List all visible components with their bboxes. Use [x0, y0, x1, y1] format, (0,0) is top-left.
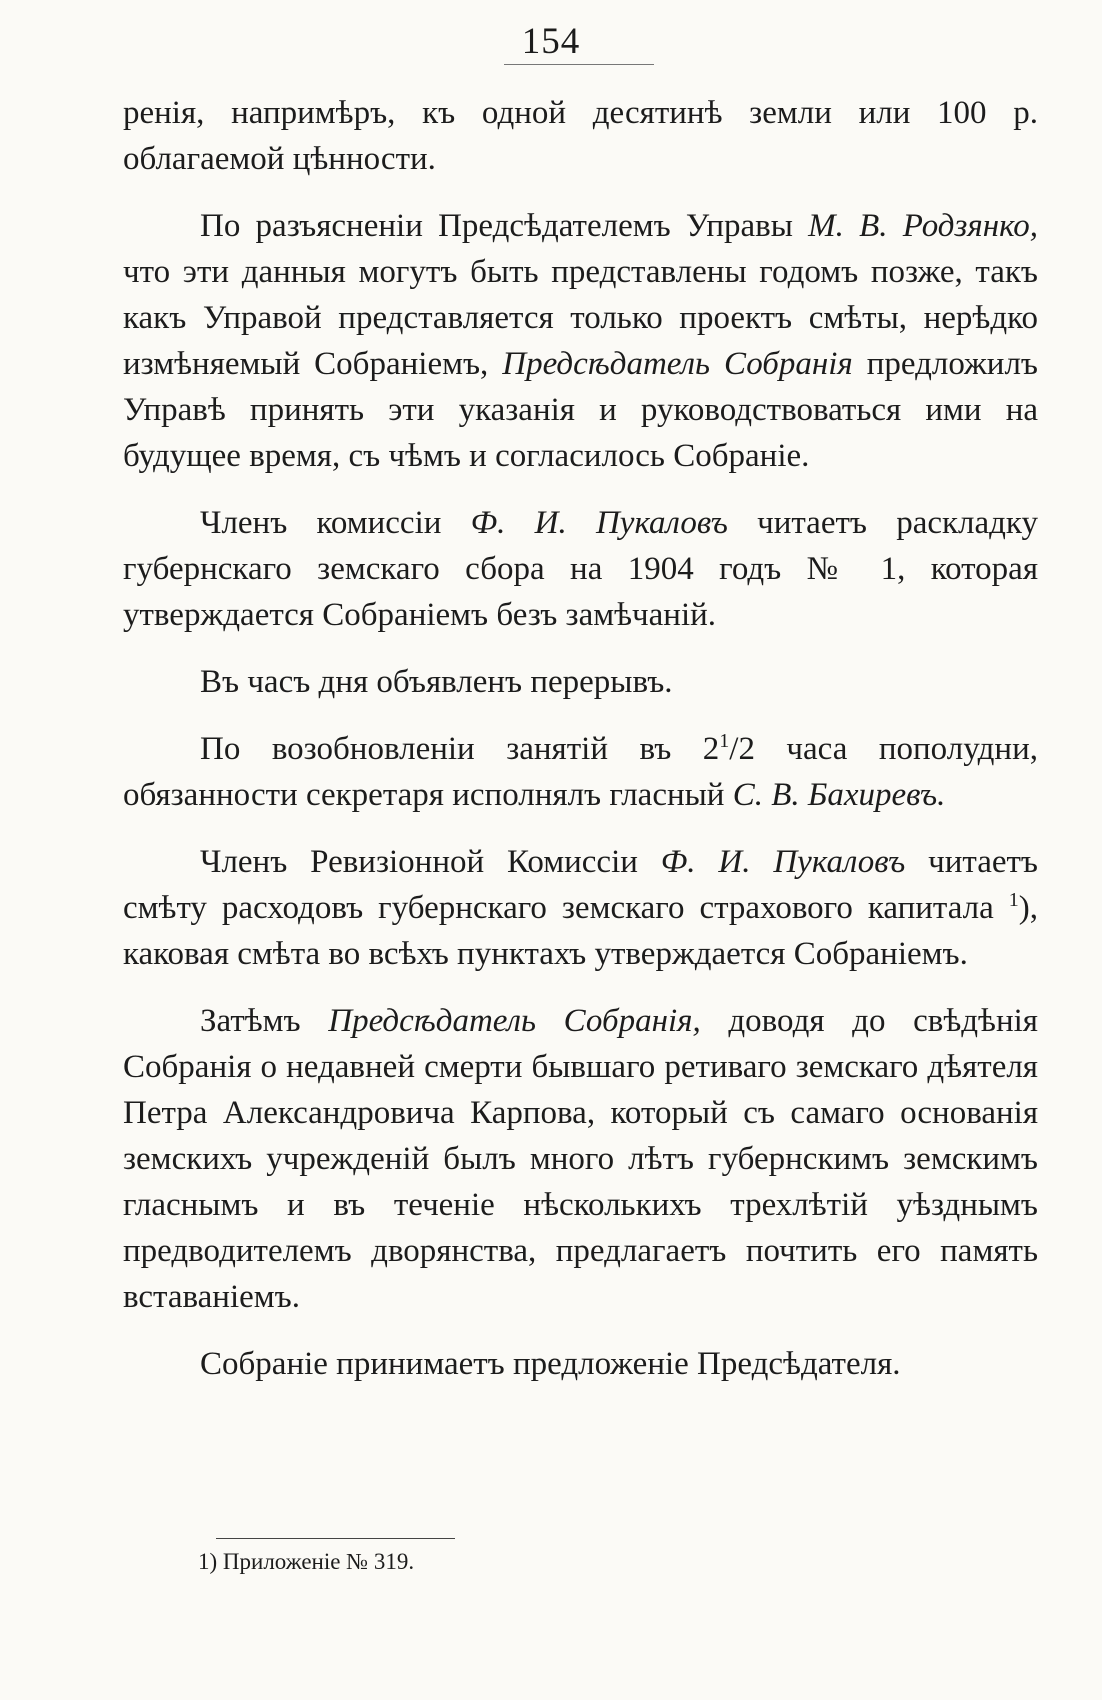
text-run: /2 часа пополудни, обязанности секретаря исполнялъ гласный [123, 731, 1038, 813]
paragraph [123, 998, 1038, 1320]
superscript: 1 [719, 730, 730, 752]
text-run: доводя до свѣдѣнія Собранія о недавней смерти бывшаго ретиваго земскаго дѣятеля Петра Александровича Карпова, который съ самаго основанія земскихъ учрежденій былъ много лѣтъ губернскимъ земскимъ гласнымъ и въ теченіе нѣсколькихъ трехлѣтій уѣзднымъ предводителемъ дворянства, предлагаетъ почтить его память вставаніемъ. [123, 1003, 1038, 1315]
text-run: Въ часъ дня объявленъ перерывъ. [200, 664, 673, 700]
text-run: Членъ комиссіи [200, 505, 471, 541]
italic-name: Предсѣдатель Собранія [502, 346, 853, 382]
header-rule [504, 64, 654, 65]
text-run: По разъясненіи Предсѣдателемъ Управы [200, 208, 809, 244]
paragraph [123, 203, 1038, 479]
paragraph [123, 726, 1038, 818]
paragraph [123, 659, 1038, 705]
italic-name: Ф. И. Пукаловъ [470, 505, 728, 541]
text-run: предложилъ Управѣ принять эти указанія и руководствоваться ими на будущее время, съ чѣмъ и согласилось Собраніе. [123, 346, 1038, 474]
paragraph [123, 1341, 1038, 1387]
italic-name: Предсѣдатель Собранія, [328, 1003, 701, 1039]
text-run: что эти данныя могутъ быть представлены годомъ позже, такъ какъ Управой представляется только проектъ смѣты, нерѣдко измѣняемый Собраніемъ, [123, 254, 1038, 382]
paragraph [123, 90, 1038, 182]
superscript: 1 [1008, 889, 1019, 911]
body-text [123, 90, 1038, 1387]
text-run: читаетъ смѣту расходовъ губернскаго земскаго страхового капитала [123, 844, 1038, 926]
footnote: 1) Приложеніе № 319. [198, 1549, 415, 1574]
text-run: читаетъ раскладку губернскаго земскаго сбора на 1904 годъ № 1, которая утверждается Собраніемъ безъ замѣчаній. [123, 505, 1038, 633]
italic-name: С. В. Бахиревъ. [732, 777, 946, 813]
text-run: Затѣмъ [200, 1003, 329, 1039]
footnote-rule [216, 1538, 455, 1539]
text-run: Членъ Ревизіонной Комиссіи [200, 844, 661, 880]
italic-name: М. В. Родзянко, [808, 208, 1039, 244]
text-run: ), каковая смѣта во всѣхъ пунктахъ утверждается Собраніемъ. [123, 890, 1038, 972]
italic-name: Ф. И. Пукаловъ [660, 844, 906, 880]
paragraph [123, 500, 1038, 638]
text-run: Собраніе принимаетъ предложеніе Предсѣдателя. [200, 1346, 901, 1382]
page-number: 154 [521, 21, 581, 62]
text-run: ренія, напримѣръ, къ одной десятинѣ земли или 100 р. облагаемой цѣнности. [123, 95, 1038, 177]
text-run: По возобновленіи занятій въ 2 [200, 731, 720, 767]
paragraph [123, 839, 1038, 977]
